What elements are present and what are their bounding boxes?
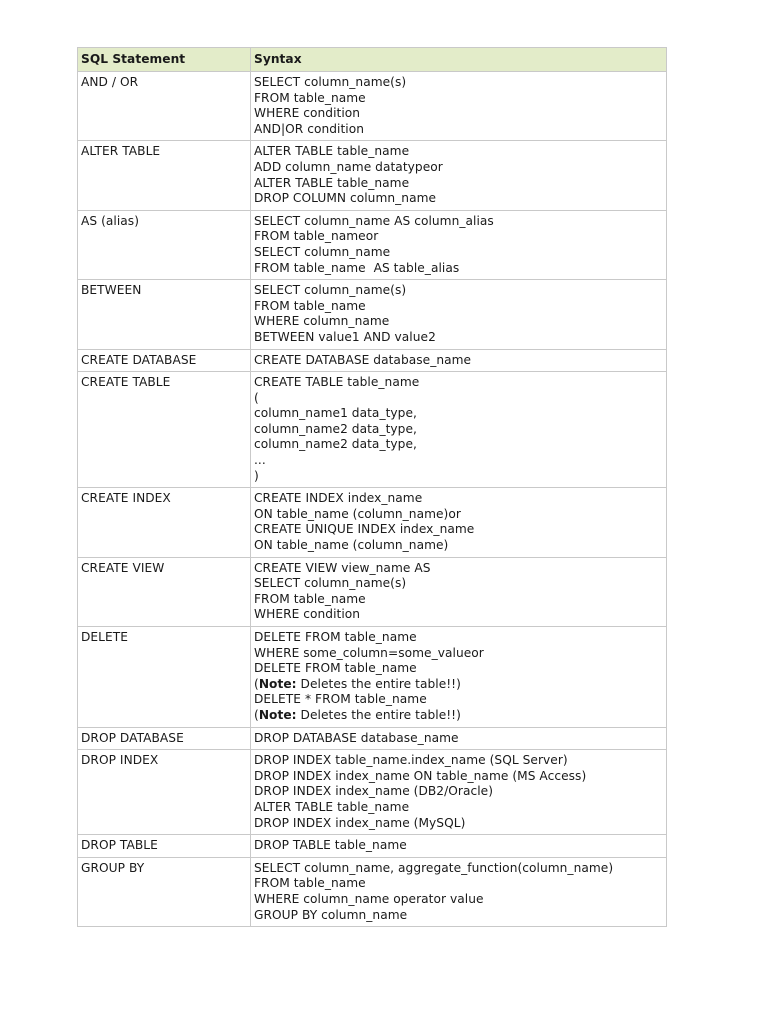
syntax-line: DROP COLUMN column_name [254,191,437,206]
syntax-line: ON table_name (column_name)or [254,506,461,521]
syntax-line: DROP DATABASE database_name [254,730,459,745]
syntax-line: CREATE VIEW view_name AS [254,560,431,575]
statement-cell: DROP INDEX [78,750,251,835]
syntax-line: DROP TABLE table_name [254,838,407,853]
syntax-line: AND|OR condition [254,121,365,136]
note-text: Deletes the entire table!!) [296,676,461,691]
statement-cell: CREATE VIEW [78,557,251,626]
syntax-line: column_name1 data_type, [254,406,417,421]
syntax-note: (Note: Deletes the entire table!!) [254,676,461,691]
syntax-line: WHERE some_column=some_valueor [254,645,484,660]
syntax-line: DELETE FROM table_name [254,630,417,644]
statement-cell: DROP DATABASE [78,727,251,750]
syntax-line: FROM table_name [254,591,366,606]
header-row [78,48,667,72]
syntax-line: DELETE FROM table_name [254,661,417,676]
note-label: Note: [258,676,297,691]
syntax-line: CREATE DATABASE database_name [254,352,472,367]
syntax-cell [251,857,667,926]
syntax-cell [251,750,667,835]
syntax-line: CREATE UNIQUE INDEX index_name [254,522,475,537]
syntax-cell [251,488,667,557]
syntax-line: ALTER TABLE table_name [254,175,410,190]
syntax-line: SELECT column_name AS column_alias [254,213,494,228]
syntax-line: WHERE condition [254,106,361,121]
syntax-line: SELECT column_name(s) [254,75,407,89]
syntax-cell [251,210,667,279]
syntax-line: DROP INDEX index_name ON table_name (MS Access) [254,768,587,783]
syntax-line: FROM table_name AS table_alias [254,260,460,275]
note-text: Deletes the entire table!!) [296,707,461,722]
syntax-cell [251,141,667,210]
syntax-line: SELECT column_name(s) [254,283,407,298]
header-syntax: Syntax [251,48,667,72]
syntax-line: DROP INDEX index_name (MySQL) [254,815,466,830]
statement-cell: GROUP BY [78,857,251,926]
statement-cell: AND / OR [78,72,251,141]
table-row [78,835,667,858]
table-row [78,627,667,728]
syntax-line: ALTER TABLE table_name [254,799,410,814]
table-row [78,488,667,557]
statement-cell: DELETE [78,627,251,728]
syntax-cell [251,835,667,858]
syntax-line: FROM table_nameor [254,229,379,244]
statement-cell: DROP TABLE [78,835,251,858]
syntax-cell [251,72,667,141]
syntax-line: SELECT column_name, aggregate_function(column_name) [254,860,614,875]
syntax-line: ADD column_name datatypeor [254,159,443,174]
table-row [78,280,667,349]
table-row [78,141,667,210]
statement-cell: CREATE INDEX [78,488,251,557]
syntax-line: ... [254,453,266,468]
table-row [78,857,667,926]
syntax-note: (Note: Deletes the entire table!!) [254,707,461,722]
syntax-line: ALTER TABLE table_name [254,144,410,159]
syntax-line: column_name2 data_type, [254,437,417,452]
statement-cell: CREATE TABLE [78,372,251,488]
syntax-line: GROUP BY column_name [254,907,408,922]
syntax-cell [251,372,667,488]
syntax-line: FROM table_name [254,298,366,313]
note-label: Note: [258,707,297,722]
table-row [78,210,667,279]
table-row [78,72,667,141]
statement-cell: BETWEEN [78,280,251,349]
syntax-cell [251,280,667,349]
syntax-line: DROP INDEX index_name (DB2/Oracle) [254,784,494,799]
table-row [78,727,667,750]
syntax-line: WHERE column_name operator value [254,891,484,906]
table-row [78,557,667,626]
syntax-line: DELETE * FROM table_name [254,692,427,707]
syntax-line: SELECT column_name(s) [254,576,407,591]
table-row [78,372,667,488]
syntax-line: ( [254,390,259,405]
syntax-line: WHERE column_name [254,314,390,329]
syntax-cell [251,557,667,626]
syntax-line: FROM table_name [254,90,366,105]
syntax-line: column_name2 data_type, [254,421,417,436]
syntax-line: ) [254,468,259,483]
syntax-cell [251,627,667,728]
syntax-line: CREATE INDEX index_name [254,491,423,506]
syntax-cell [251,349,667,372]
table-row [78,750,667,835]
statement-cell: ALTER TABLE [78,141,251,210]
syntax-line: SELECT column_name [254,244,391,259]
syntax-line: ON table_name (column_name) [254,538,449,553]
header-sql-statement: SQL Statement [78,48,251,72]
syntax-line: FROM table_name [254,876,366,891]
statement-cell: AS (alias) [78,210,251,279]
syntax-cell [251,727,667,750]
syntax-line: DROP INDEX table_name.index_name (SQL Server) [254,753,568,768]
syntax-line: CREATE TABLE table_name [254,375,420,390]
table-row [78,349,667,372]
statement-cell: CREATE DATABASE [78,349,251,372]
syntax-line: BETWEEN value1 AND value2 [254,329,436,344]
syntax-line: WHERE condition [254,607,361,622]
sql-syntax-table [77,47,667,927]
